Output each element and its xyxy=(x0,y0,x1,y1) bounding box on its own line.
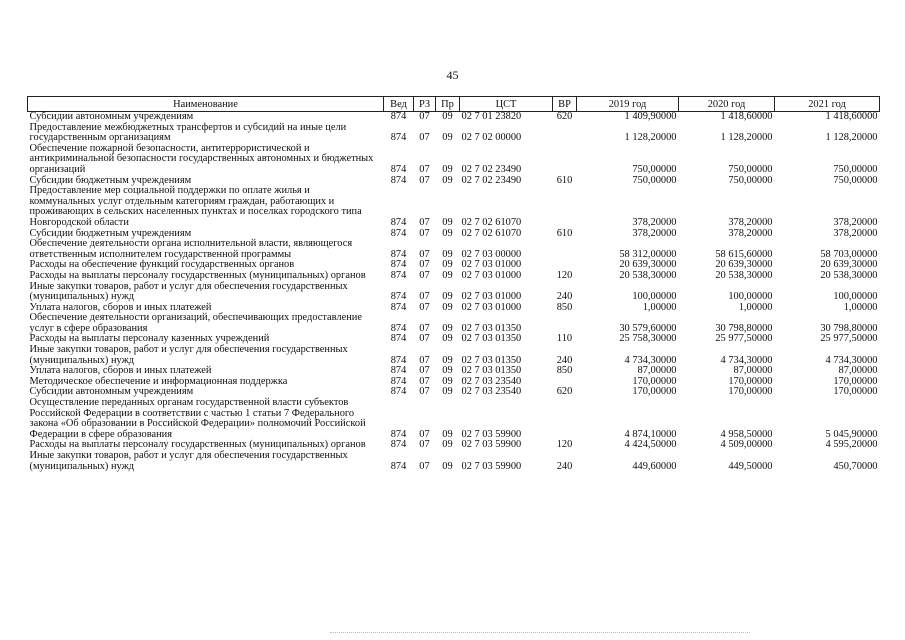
cell-name: Субсидии автономным учреждениям xyxy=(29,386,194,398)
cell-y2020: 100,00000 xyxy=(728,291,773,303)
cell-pr: 09 xyxy=(442,386,453,398)
cell-name: Обеспечение пожарной безопасности, антитеррористической и антикриминальной безопасности государственных автономных и бюджетных организаций xyxy=(29,142,374,175)
cell-y2020: 25 977,50000 xyxy=(715,333,773,345)
cell-y2019: 4 874,10000 xyxy=(624,428,677,440)
cell-y2021: 1 418,60000 xyxy=(825,111,878,122)
cell-name: Иные закупки товаров, работ и услуг для обеспечения государственных (муниципальных) нужд xyxy=(29,344,348,366)
page-number: 45 xyxy=(446,68,459,82)
cell-rz: 07 xyxy=(419,322,430,334)
cell-y2019: 20 538,30000 xyxy=(619,269,677,281)
header-pr: Пр xyxy=(436,97,460,112)
table-header-row xyxy=(28,97,880,112)
cell-name: Расходы на обеспечение функций государственных органов xyxy=(29,259,295,271)
cell-vr: 610 xyxy=(556,227,573,239)
cell-ved: 874 xyxy=(390,439,407,451)
cell-cst: 02 7 03 59900 xyxy=(461,439,522,451)
cell-vr: 120 xyxy=(556,439,573,451)
cell-rz: 07 xyxy=(419,301,430,313)
table-row xyxy=(28,123,880,144)
cell-vr: 610 xyxy=(556,174,573,186)
header-ved: Вед xyxy=(384,97,414,112)
cell-pr: 09 xyxy=(442,460,453,472)
cell-y2020: 449,50000 xyxy=(728,460,773,472)
cell-rz: 07 xyxy=(419,227,430,239)
cell-y2019: 750,00000 xyxy=(632,174,677,186)
cell-pr: 09 xyxy=(442,301,453,313)
cell-rz: 07 xyxy=(419,333,430,345)
cell-cst: 02 7 01 23820 xyxy=(461,111,522,122)
cell-vr xyxy=(553,123,577,144)
cell-vr: 120 xyxy=(556,269,573,281)
cell-y2020: 4 734,30000 xyxy=(720,354,773,366)
cell-vr xyxy=(553,186,577,228)
cell-rz: 07 xyxy=(419,365,430,377)
cell-ved: 874 xyxy=(390,301,407,313)
cell-y2020: 87,00000 xyxy=(733,365,773,377)
cell-cst: 02 7 03 59900 xyxy=(461,460,522,472)
cell-name: Субсидии автономным учреждениям xyxy=(29,111,194,122)
cell-rz: 07 xyxy=(419,259,430,271)
cell-cst: 02 7 03 00000 xyxy=(461,248,522,260)
cell-y2021: 1,00000 xyxy=(843,301,878,313)
table-row xyxy=(28,271,880,282)
cell-pr: 09 xyxy=(442,163,453,175)
cell-y2019: 4 734,30000 xyxy=(624,354,677,366)
cell-y2019: 1,00000 xyxy=(642,301,677,313)
cell-name: Предоставление межбюджетных трансфертов и субсидий на иные цели государственным организациям xyxy=(29,121,347,144)
header-cst: ЦСТ xyxy=(460,97,553,112)
cell-vr: 620 xyxy=(556,386,573,398)
cell-name: Обеспечение деятельности органа исполнительной власти, являющегося ответственным исполнителем государственной программы xyxy=(29,238,353,260)
cell-y2021: 378,20000 xyxy=(833,216,878,228)
cell-y2021: 450,70000 xyxy=(833,460,878,472)
cell-y2021: 170,00000 xyxy=(833,386,878,398)
cell-vr: 240 xyxy=(556,460,573,472)
header-2020: 2020 год xyxy=(679,97,775,112)
cell-ved: 874 xyxy=(390,163,407,175)
cell-pr: 09 xyxy=(442,174,453,186)
cell-ved: 874 xyxy=(390,375,407,387)
cell-cst: 02 7 02 23490 xyxy=(461,174,522,186)
cell-y2020: 750,00000 xyxy=(728,163,773,175)
cell-y2020: 20 538,30000 xyxy=(715,269,773,281)
budget-table xyxy=(27,96,880,472)
cell-vr: 850 xyxy=(556,365,573,377)
cell-y2020: 4 509,00000 xyxy=(720,439,773,451)
cell-rz: 07 xyxy=(419,216,430,228)
cell-y2021: 750,00000 xyxy=(833,174,878,186)
cell-cst: 02 7 03 23540 xyxy=(461,386,522,398)
cell-name: Субсидии бюджетным учреждениям xyxy=(29,227,192,239)
cell-pr: 09 xyxy=(442,365,453,377)
cell-pr: 09 xyxy=(442,111,453,122)
cell-pr: 09 xyxy=(442,333,453,345)
cell-y2021: 750,00000 xyxy=(833,163,878,175)
cell-ved: 874 xyxy=(390,322,407,334)
cell-ved: 874 xyxy=(390,269,407,281)
cell-rz: 07 xyxy=(419,111,430,122)
cell-vr: 240 xyxy=(556,354,573,366)
cell-rz: 07 xyxy=(419,269,430,281)
cell-rz: 07 xyxy=(419,132,430,144)
table-row xyxy=(28,112,880,123)
cell-ved: 874 xyxy=(390,460,407,472)
cell-name: Предоставление мер социальной поддержки по оплате жилья и коммунальных услуг отдельным категориям граждан, работающих и проживающих в сельских населенных пунктах и поселках городского типа Новгородской области xyxy=(29,185,362,228)
cell-pr: 09 xyxy=(442,132,453,144)
cell-y2019: 1 409,90000 xyxy=(624,111,677,122)
cell-rz: 07 xyxy=(419,439,430,451)
cell-cst: 02 7 02 23490 xyxy=(461,163,522,175)
cell-cst: 02 7 03 01000 xyxy=(461,301,522,313)
cell-y2019: 58 312,00000 xyxy=(619,248,677,260)
cell-ved: 874 xyxy=(390,132,407,144)
cell-pr: 09 xyxy=(442,269,453,281)
cell-cst: 02 7 03 23540 xyxy=(461,375,522,387)
cell-name: Осуществление переданных органам государственной власти субъектов Российской Федерации в соответствии с частью 1 статьи 7 Федерального закона «Об образовании в Российской Федерации» полномочий Российской Федерации в сфере образования xyxy=(29,397,366,440)
cell-rz: 07 xyxy=(419,248,430,260)
cell-rz: 07 xyxy=(419,291,430,303)
cell-y2021: 87,00000 xyxy=(838,365,878,377)
cell-cst: 02 7 03 01000 xyxy=(461,269,522,281)
cell-pr: 09 xyxy=(442,354,453,366)
cell-y2020: 4 958,50000 xyxy=(720,428,773,440)
header-rz: РЗ xyxy=(414,97,436,112)
cell-y2019: 449,60000 xyxy=(632,460,677,472)
cell-cst: 02 7 03 01000 xyxy=(461,291,522,303)
cell-y2020: 58 615,60000 xyxy=(715,248,773,260)
cell-y2019: 100,00000 xyxy=(632,291,677,303)
cell-ved: 874 xyxy=(390,111,407,122)
cell-vr xyxy=(553,398,577,440)
cell-name: Расходы на выплаты персоналу казенных учреждений xyxy=(29,333,270,345)
cell-y2020: 1 418,60000 xyxy=(720,111,773,122)
table-body xyxy=(28,112,880,473)
header-2021: 2021 год xyxy=(775,97,880,112)
cell-ved: 874 xyxy=(390,365,407,377)
cell-ved: 874 xyxy=(390,291,407,303)
cell-vr xyxy=(553,144,577,176)
header-name: Наименование xyxy=(28,97,384,112)
cell-y2021: 20 538,30000 xyxy=(820,269,878,281)
cell-ved: 874 xyxy=(390,386,407,398)
cell-ved: 874 xyxy=(390,333,407,345)
cell-ved: 874 xyxy=(390,428,407,440)
cell-y2020: 170,00000 xyxy=(728,375,773,387)
cell-y2019: 750,00000 xyxy=(632,163,677,175)
cell-y2019: 25 758,30000 xyxy=(619,333,677,345)
cell-cst: 02 7 03 01350 xyxy=(461,333,522,345)
cell-name: Расходы на выплаты персоналу государственных (муниципальных) органов xyxy=(29,439,366,451)
cell-y2021: 4 595,20000 xyxy=(825,439,878,451)
cell-ved: 874 xyxy=(390,354,407,366)
cell-y2020: 1 128,20000 xyxy=(720,132,773,144)
cell-cst: 02 7 02 61070 xyxy=(461,227,522,239)
footer-divider xyxy=(330,632,750,635)
cell-y2021: 25 977,50000 xyxy=(820,333,878,345)
cell-pr: 09 xyxy=(442,216,453,228)
cell-ved: 874 xyxy=(390,216,407,228)
cell-rz: 07 xyxy=(419,354,430,366)
cell-rz: 07 xyxy=(419,163,430,175)
table-row xyxy=(28,186,880,228)
cell-y2021: 4 734,30000 xyxy=(825,354,878,366)
cell-name: Расходы на выплаты персоналу государственных (муниципальных) органов xyxy=(29,269,366,281)
cell-rz: 07 xyxy=(419,375,430,387)
cell-pr: 09 xyxy=(442,248,453,260)
cell-y2019: 87,00000 xyxy=(637,365,677,377)
cell-rz: 07 xyxy=(419,428,430,440)
cell-y2020: 1,00000 xyxy=(738,301,773,313)
cell-y2021: 5 045,90000 xyxy=(825,428,878,440)
table-row xyxy=(28,282,880,303)
cell-pr: 09 xyxy=(442,428,453,440)
cell-cst: 02 7 02 00000 xyxy=(461,132,522,144)
cell-y2019: 1 128,20000 xyxy=(624,132,677,144)
cell-vr: 850 xyxy=(556,301,573,313)
cell-y2021: 58 703,00000 xyxy=(820,248,878,260)
cell-y2019: 378,20000 xyxy=(632,227,677,239)
cell-y2021: 1 128,20000 xyxy=(825,132,878,144)
table-row xyxy=(28,239,880,260)
cell-ved: 874 xyxy=(390,248,407,260)
cell-pr: 09 xyxy=(442,259,453,271)
cell-pr: 09 xyxy=(442,227,453,239)
cell-y2020: 30 798,80000 xyxy=(715,322,773,334)
cell-vr: 110 xyxy=(556,333,573,345)
table-row xyxy=(28,313,880,334)
cell-vr xyxy=(553,239,577,260)
cell-y2021: 100,00000 xyxy=(833,291,878,303)
cell-y2021: 378,20000 xyxy=(833,227,878,239)
table-row xyxy=(28,144,880,176)
cell-cst: 02 7 03 01350 xyxy=(461,365,522,377)
header-vr: ВР xyxy=(553,97,577,112)
cell-pr: 09 xyxy=(442,291,453,303)
cell-y2020: 378,20000 xyxy=(728,216,773,228)
cell-vr: 620 xyxy=(556,111,573,122)
cell-ved: 874 xyxy=(390,174,407,186)
cell-y2019: 20 639,30000 xyxy=(619,259,677,271)
cell-y2020: 20 639,30000 xyxy=(715,259,773,271)
cell-pr: 09 xyxy=(442,375,453,387)
cell-rz: 07 xyxy=(419,460,430,472)
cell-ved: 874 xyxy=(390,227,407,239)
cell-y2019: 170,00000 xyxy=(632,375,677,387)
cell-cst: 02 7 03 01350 xyxy=(461,322,522,334)
table-row xyxy=(28,451,880,472)
cell-cst: 02 7 03 59900 xyxy=(461,428,522,440)
cell-y2019: 170,00000 xyxy=(632,386,677,398)
cell-cst: 02 7 03 01350 xyxy=(461,354,522,366)
cell-ved: 874 xyxy=(390,259,407,271)
cell-y2020: 750,00000 xyxy=(728,174,773,186)
cell-name: Субсидии бюджетным учреждениям xyxy=(29,174,192,186)
cell-y2020: 378,20000 xyxy=(728,227,773,239)
header-2019: 2019 год xyxy=(577,97,679,112)
cell-cst: 02 7 02 61070 xyxy=(461,216,522,228)
table-row xyxy=(28,345,880,366)
cell-vr xyxy=(553,313,577,334)
cell-y2019: 30 579,60000 xyxy=(619,322,677,334)
cell-y2021: 170,00000 xyxy=(833,375,878,387)
cell-rz: 07 xyxy=(419,174,430,186)
cell-vr: 240 xyxy=(556,291,573,303)
cell-cst: 02 7 03 01000 xyxy=(461,259,522,271)
cell-y2019: 4 424,50000 xyxy=(624,439,677,451)
cell-name: Обеспечение деятельности организаций, обеспечивающих предоставление услуг в сфере образования xyxy=(29,312,362,334)
table-row xyxy=(28,398,880,440)
cell-y2021: 20 639,30000 xyxy=(820,259,878,271)
cell-pr: 09 xyxy=(442,322,453,334)
cell-y2020: 170,00000 xyxy=(728,386,773,398)
cell-name: Уплата налогов, сборов и иных платежей xyxy=(29,365,212,377)
cell-y2021: 30 798,80000 xyxy=(820,322,878,334)
cell-y2019: 378,20000 xyxy=(632,216,677,228)
cell-name: Методическое обеспечение и информационная поддержка xyxy=(29,375,288,387)
cell-name: Уплата налогов, сборов и иных платежей xyxy=(29,301,212,313)
cell-pr: 09 xyxy=(442,439,453,451)
cell-name: Иные закупки товаров, работ и услуг для обеспечения государственных (муниципальных) нужд xyxy=(29,450,348,472)
cell-rz: 07 xyxy=(419,386,430,398)
cell-name: Иные закупки товаров, работ и услуг для обеспечения государственных (муниципальных) нужд xyxy=(29,280,348,303)
